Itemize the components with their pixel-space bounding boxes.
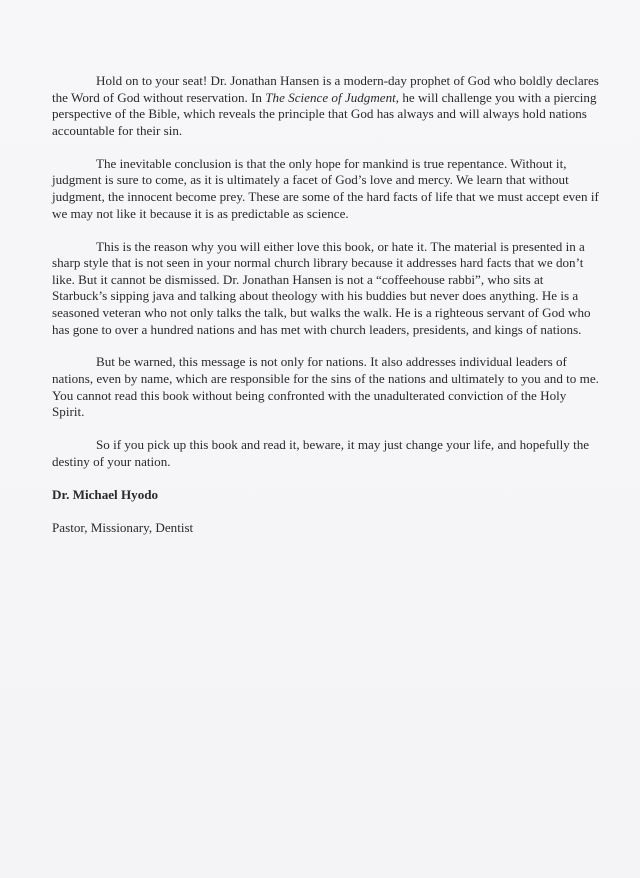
book-title: The Science of Judgment bbox=[265, 89, 396, 105]
signature-title: Pastor, Missionary, Dentist bbox=[52, 520, 194, 536]
paragraph-3: This is the reason why you will either love this book, or hate it. The material is presented in a sharp style that is not seen in your normal church library because it addresses hard facts that we don’t like. But it cannot be dismissed. Dr. Jonathan Hansen is not a “coffeehouse rabbi”, who sits at Starbuck’s sipping java and talking about theology with his buddies but never does anything. He is a seasoned veteran who not only talks the talk, but walks the walk. He is a righteous servant of God who has gone to over a hundred nations and has met with church leaders, presidents, and kings of nations. bbox=[52, 238, 591, 337]
paragraph-2: The inevitable conclusion is that the only hope for mankind is true repentance. Without it, judgment is sure to come, as it is ultimately a facet of God’s love and mercy. We learn that without judgment, the innocent become prey. These are some of the hard facts of life that we must accept even if we may not like it because it is as predictable as science. bbox=[52, 155, 599, 221]
paragraph-1-text-start: Hold on to your seat! Dr. Jonathan Hansen is a modern-day prophet of God who boldly declares the Word of God without reservation. In bbox=[52, 73, 599, 105]
paragraph-5: So if you pick up this book and read it, beware, it may just change your life, and hopefully the destiny of your nation. bbox=[52, 437, 590, 469]
signature-name: Dr. Michael Hyodo bbox=[52, 486, 159, 502]
letter-body bbox=[52, 73, 600, 537]
paragraph-4: But be warned, this message is not only for nations. It also addresses individual leaders of nations, even by name, which are responsible for the sins of the nations and ultimately to you and to me. You cannot read this book without being confronted with the unadulterated conviction of the Holy Spirit. bbox=[52, 354, 599, 420]
paragraph-1-text-end: , he will challenge you with a piercing perspective of the Bible, which reveals the principle that God has always and will always hold nations accountable for their sin. bbox=[52, 89, 597, 138]
paragraph-1 bbox=[52, 73, 600, 139]
